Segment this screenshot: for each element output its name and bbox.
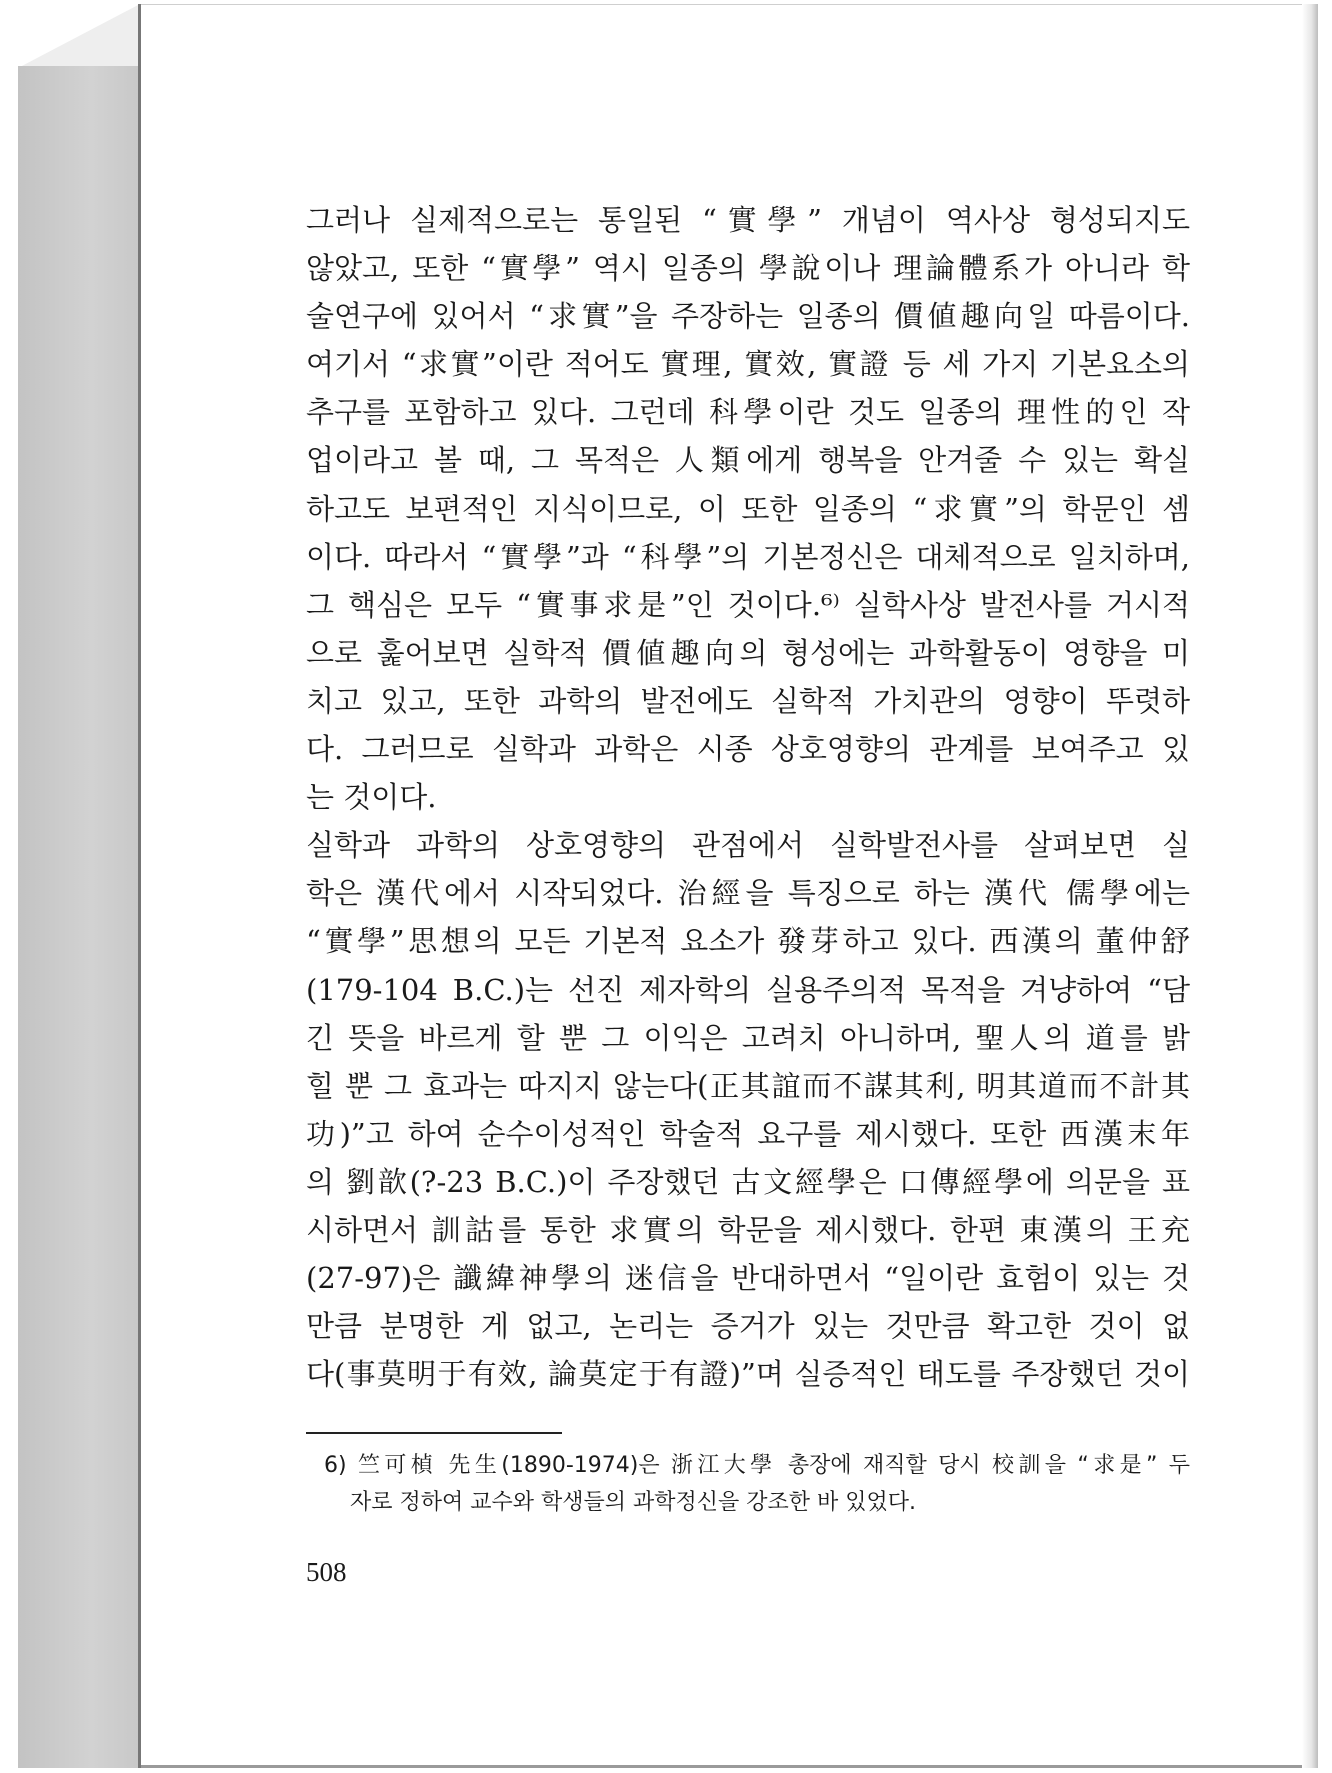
- text-line: 그러나 실제적으로는 통일된 “實學” 개념이 역사상 형성되지도: [306, 203, 1190, 237]
- footnote-line: 자로 정하여 교수와 학생들의 과학정신을 강조한 바 있었다.: [350, 1490, 916, 1515]
- text-line: 다(事莫明于有效, 論莫定于有證)”며 실증적인 태도를 주장했던 것이: [306, 1357, 1190, 1392]
- text-line: 업이라고 볼 때, 그 목적은 人類에게 행복을 안겨줄 수 있는 확실: [306, 443, 1190, 478]
- text-line: 만큼 분명한 게 없고, 논리는 증거가 있는 것만큼 확고한 것이 없: [306, 1309, 1190, 1344]
- text-line: (179-104 B.C.)는 선진 제자학의 실용주의적 목적을 겨냥하여 “담: [306, 972, 1190, 1007]
- page-edge-shadow: [1302, 4, 1318, 1768]
- text-line: 학은 漢代에서 시작되었다. 治經을 특징으로 하는 漢代 儒學에는: [306, 876, 1190, 911]
- text-line: 는 것이다.: [306, 780, 437, 815]
- text-line: 추구를 포함하고 있다. 그런데 科學이란 것도 일종의 理性的인 작: [306, 395, 1190, 430]
- text-line: 시하면서 訓詁를 통한 求實의 학문을 제시했다. 한편 東漢의 王充: [306, 1212, 1190, 1247]
- text-line: 이다. 따라서 “實學”과 “科學”의 기본정신은 대체적으로 일치하며,: [306, 539, 1190, 574]
- book-spine: [18, 66, 140, 1768]
- text-line: 여기서 “求實”이란 적어도 實理, 實效, 實證 등 세 가지 기본요소의: [306, 347, 1190, 382]
- text-line: 으로 훑어보면 실학적 價値趣向의 형성에는 과학활동이 영향을 미: [306, 635, 1190, 670]
- text-line: 않았고, 또한 “實學” 역시 일종의 學說이나 理論體系가 아니라 학: [306, 251, 1190, 286]
- text-line: 의 劉歆(?-23 B.C.)이 주장했던 古文經學은 口傳經學에 의문을 표: [306, 1164, 1190, 1199]
- text-line: 하고도 보편적인 지식이므로, 이 또한 일종의 “求實”의 학문인 셈: [306, 491, 1190, 526]
- text-line: 술연구에 있어서 “求實”을 주장하는 일종의 價値趣向일 따름이다.: [306, 299, 1190, 334]
- text-line: 다. 그러므로 실학과 과학은 시종 상호영향의 관계를 보여주고 있: [306, 732, 1190, 767]
- page-number: 508: [306, 1557, 347, 1587]
- footnote-divider: [306, 1432, 562, 1434]
- text-line: “實學”思想의 모든 기본적 요소가 發芽하고 있다. 西漢의 董仲舒: [306, 924, 1190, 959]
- book-spine-top: [18, 4, 140, 68]
- footnotes: [324, 1447, 1190, 1521]
- text-line: 힐 뿐 그 효과는 따지지 않는다(正其誼而不謀其利, 明其道而不計其: [306, 1068, 1190, 1103]
- text-line: 긴 뜻을 바르게 할 뿐 그 이익은 고려치 아니하며, 聖人의 道를 밝: [306, 1020, 1190, 1055]
- text-line: 그 핵심은 모두 “實事求是”인 것이다.⁶⁾ 실학사상 발전사를 거시적: [306, 587, 1190, 622]
- text-line: 치고 있고, 또한 과학의 발전에도 실학적 가치관의 영향이 뚜렷하: [306, 683, 1190, 718]
- text-line: (27-97)은 讖緯神學의 迷信을 반대하면서 “일이란 효험이 있는 것: [306, 1261, 1190, 1296]
- footnote-line: 6) 竺可楨 先生(1890-1974)은 浙江大學 총장에 재직할 당시 校訓을 “求是” 두: [324, 1453, 1190, 1478]
- body-text: [306, 196, 1190, 1398]
- text-line: 실학과 과학의 상호영향의 관점에서 실학발전사를 살펴보면 실: [306, 828, 1190, 863]
- text-line: 功)”고 하여 순수이성적인 학술적 요구를 제시했다. 또한 西漢末年: [306, 1116, 1190, 1151]
